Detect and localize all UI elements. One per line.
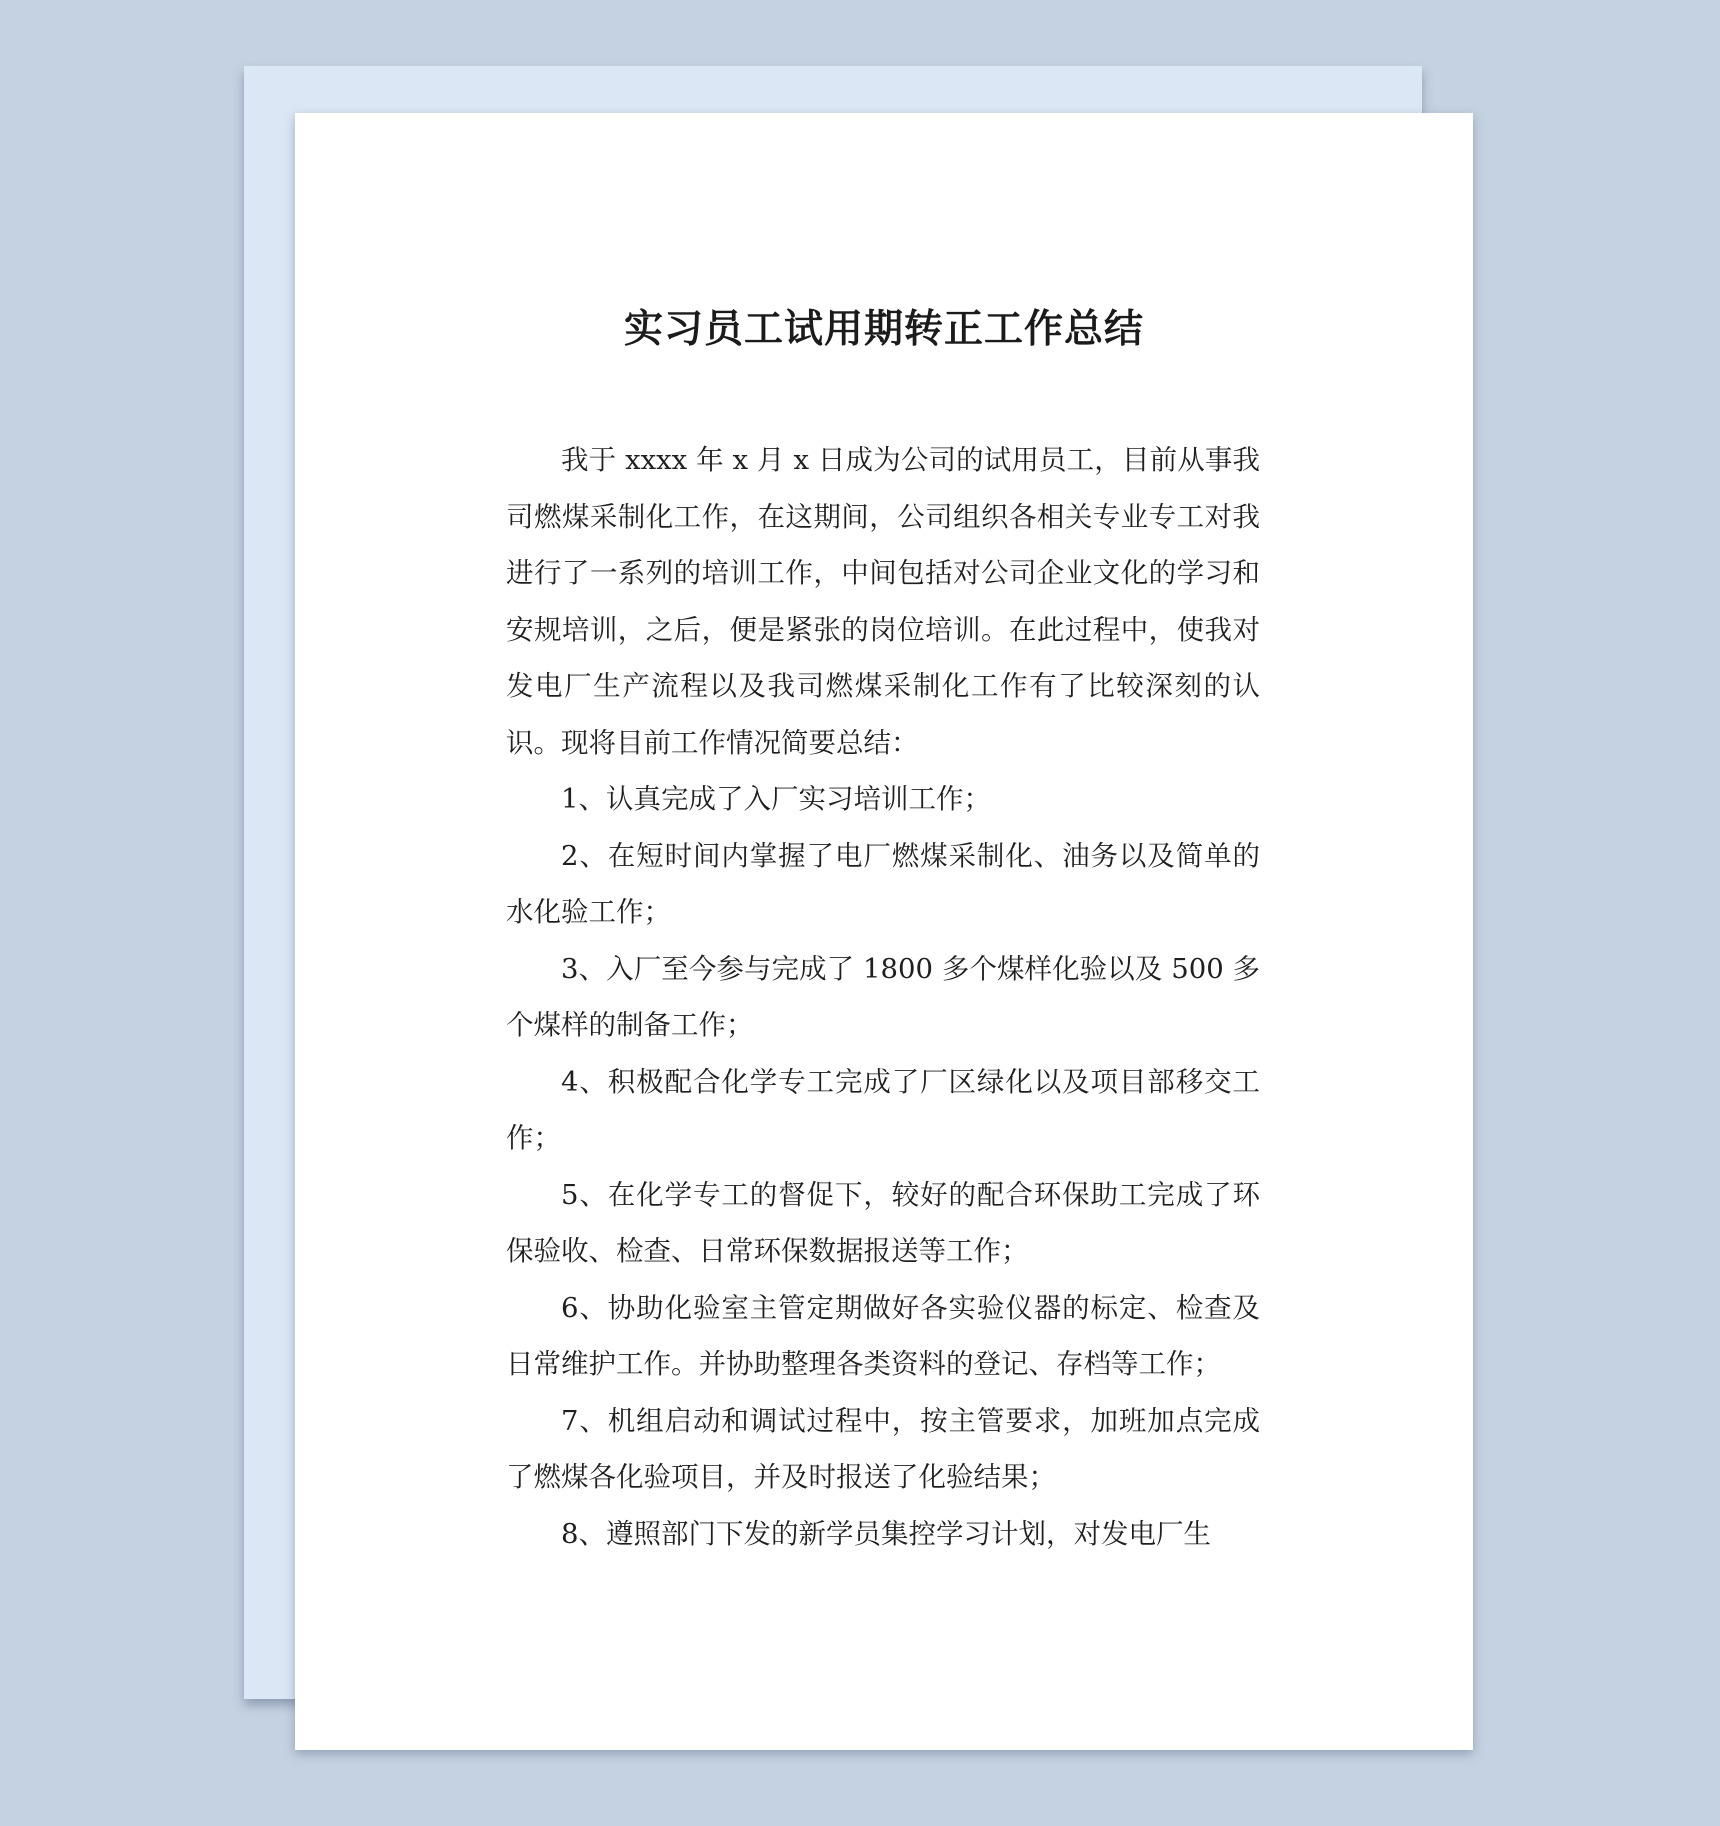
list-item: 6、协助化验室主管定期做好各实验仪器的标定、检查及日常维护工作。并协助整理各类资料的登记、存档等工作； xyxy=(506,1291,1260,1380)
list-item: 7、机组启动和调试过程中，按主管要求，加班加点完成了燃煤各化验项目，并及时报送了化验结果； xyxy=(506,1404,1260,1493)
list-item: 5、在化学专工的督促下，较好的配合环保助工完成了环保验收、检查、日常环保数据报送等工作； xyxy=(506,1178,1260,1267)
list-item: 8、遵照部门下发的新学员集控学习计划，对发电厂生 xyxy=(561,1517,1211,1550)
list-item: 3、入厂至今参与完成了 1800 多个煤样化验以及 500 多个煤样的制备工作； xyxy=(506,952,1260,1041)
document-title: 实习员工试用期转正工作总结 xyxy=(623,307,1144,352)
document-page xyxy=(295,113,1473,1750)
document-body xyxy=(506,432,1260,1562)
paragraph-intro: 我于 xxxx 年 x 月 x 日成为公司的试用员工，目前从事我司燃煤采制化工作，在这期间，公司组织各相关专业专工对我进行了一系列的培训工作，中间包括对公司企业文化的学习和安规培训，之后，便是紧张的岗位培训。在此过程中，使我对发电厂生产流程以及我司燃煤采制化工作有了比较深刻的认识。现将目前工作情况简要总结： xyxy=(506,444,1260,759)
list-item: 4、积极配合化学专工完成了厂区绿化以及项目部移交工作； xyxy=(506,1065,1260,1154)
list-item: 1、认真完成了入厂实习培训工作； xyxy=(561,783,991,815)
list-item: 2、在短时间内掌握了电厂燃煤采制化、油务以及简单的水化验工作； xyxy=(506,839,1260,928)
